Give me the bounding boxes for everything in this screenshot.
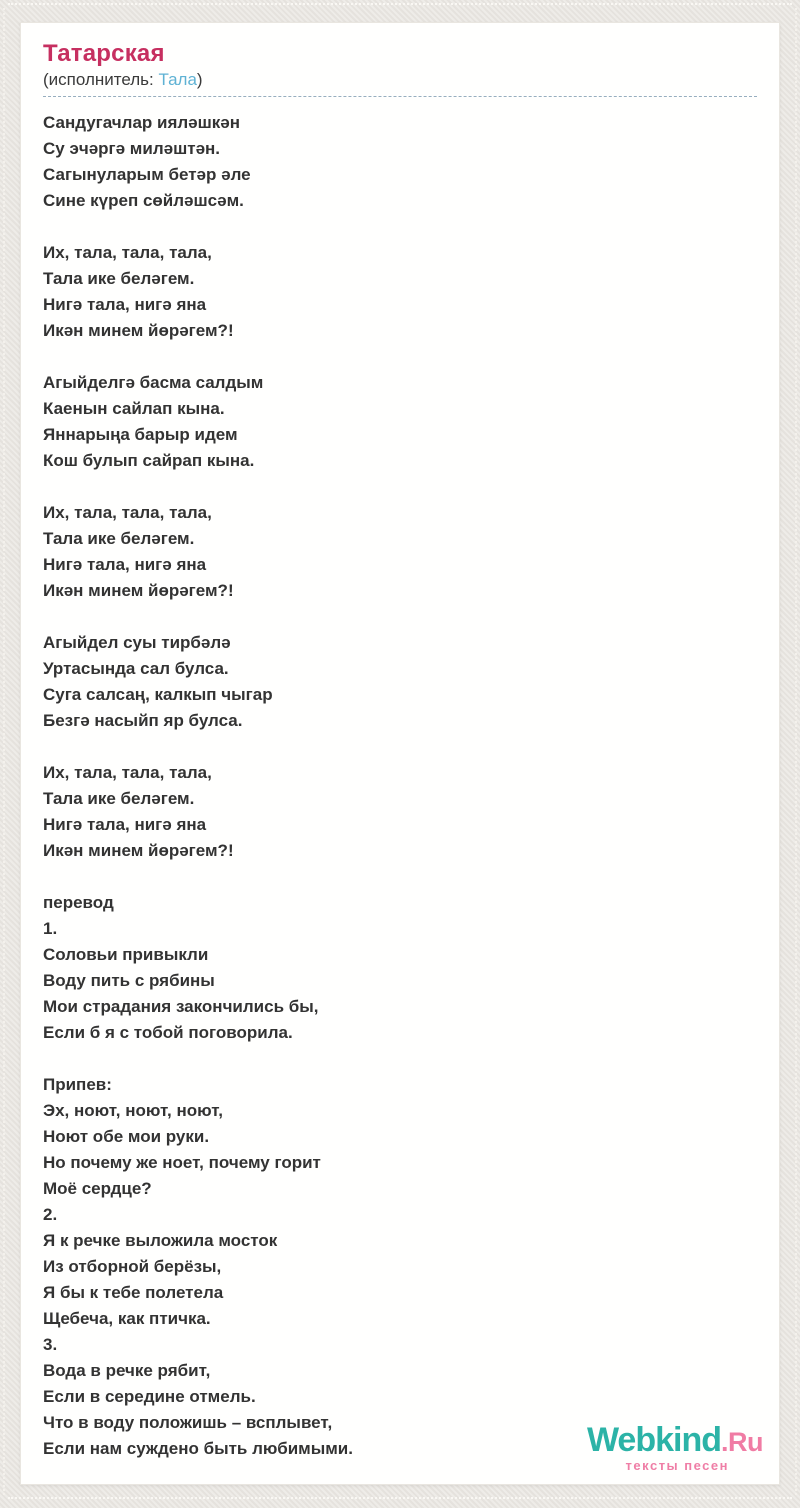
lyric-line: Вода в речке рябит, bbox=[43, 1361, 211, 1380]
lyric-line: Икән минем йөрәгем?! bbox=[43, 841, 234, 860]
lyric-line: Соловьи привыкли bbox=[43, 945, 209, 964]
stanza bbox=[43, 370, 757, 474]
lyric-line: Суга салсаң, калкып чыгар bbox=[43, 685, 273, 704]
lyric-line: Сине күреп сөйләшсәм. bbox=[43, 191, 244, 210]
lyric-line: Безгә насыйп яр булса. bbox=[43, 711, 243, 730]
stanza bbox=[43, 1072, 757, 1462]
lyric-line: перевод bbox=[43, 893, 114, 912]
logo-wordmark bbox=[587, 1423, 763, 1457]
lyric-line: Икән минем йөрәгем?! bbox=[43, 321, 234, 340]
lyric-line: Я к речке выложила мосток bbox=[43, 1231, 278, 1250]
lyric-line: Ноют обе мои руки. bbox=[43, 1127, 210, 1146]
lyric-line: Если нам суждено быть любимыми. bbox=[43, 1439, 353, 1458]
lyric-line: 3. bbox=[43, 1335, 58, 1354]
stitched-border-bottom bbox=[8, 1497, 792, 1499]
lyric-line: Икән минем йөрәгем?! bbox=[43, 581, 234, 600]
lyric-line: Су эчәргә миләштән. bbox=[43, 139, 221, 158]
lyric-line: Из отборной берёзы, bbox=[43, 1257, 222, 1276]
lyric-line: Нигә тала, нигә яна bbox=[43, 815, 207, 834]
lyric-line: 2. bbox=[43, 1205, 58, 1224]
lyric-line: Агыйдел суы тирбәлә bbox=[43, 633, 231, 652]
lyric-line: Мои страдания закончились бы, bbox=[43, 997, 319, 1016]
stitched-border-top bbox=[8, 3, 792, 5]
lyric-line: Если б я с тобой поговорила. bbox=[43, 1023, 293, 1042]
lyric-line: Их, тала, тала, тала, bbox=[43, 243, 212, 262]
lyric-line: Тала ике беләгем. bbox=[43, 269, 195, 288]
stanza bbox=[43, 890, 757, 1046]
logo-text-ru: .Ru bbox=[721, 1427, 763, 1457]
stanza bbox=[43, 240, 757, 344]
lyric-line: Сагынуларым бетәр әле bbox=[43, 165, 251, 184]
song-title: Татарская bbox=[43, 40, 165, 67]
lyric-line: Их, тала, тала, тала, bbox=[43, 503, 212, 522]
lyric-line: Эх, ноют, ноют, ноют, bbox=[43, 1101, 223, 1120]
lyric-line: Кош булып сайрап кына. bbox=[43, 451, 255, 470]
lyric-line: Тала ике беләгем. bbox=[43, 789, 195, 808]
stanza bbox=[43, 630, 757, 734]
lyric-line: Воду пить с рябины bbox=[43, 971, 215, 990]
content-card bbox=[20, 22, 780, 1485]
stitched-border-right bbox=[795, 8, 797, 1495]
lyric-line: Их, тала, тала, тала, bbox=[43, 763, 212, 782]
lyric-line: Нигә тала, нигә яна bbox=[43, 555, 207, 574]
lyric-line: Яннарыңа барыр идем bbox=[43, 425, 238, 444]
lyric-line: Нигә тала, нигә яна bbox=[43, 295, 207, 314]
lyric-line: Но почему же ноет, почему горит bbox=[43, 1153, 321, 1172]
lyric-line: Припев: bbox=[43, 1075, 112, 1094]
artist-line bbox=[43, 69, 757, 97]
lyric-line: Моё сердце? bbox=[43, 1179, 152, 1198]
stanza bbox=[43, 110, 757, 214]
logo-text-webkind: Webkind bbox=[586, 1421, 721, 1459]
stanza bbox=[43, 760, 757, 864]
lyric-line: Уртасында сал булса. bbox=[43, 659, 229, 678]
lyric-line: Если в середине отмель. bbox=[43, 1387, 256, 1406]
lyric-line: Щебеча, как птичка. bbox=[43, 1309, 211, 1328]
lyric-line: Я бы к тебе полетела bbox=[43, 1283, 224, 1302]
stanza bbox=[43, 500, 757, 604]
webkind-logo[interactable] bbox=[587, 1423, 763, 1472]
artist-label-suffix: ) bbox=[196, 70, 203, 89]
lyric-line: Агыйделгә басма салдым bbox=[43, 373, 264, 392]
lyric-line: Что в воду положишь – всплывет, bbox=[43, 1413, 333, 1432]
lyric-line: Сандугачлар ияләшкән bbox=[43, 113, 241, 132]
lyric-line: 1. bbox=[43, 919, 58, 938]
lyric-line: Каенын сайлап кына. bbox=[43, 399, 225, 418]
lyrics bbox=[43, 110, 757, 1462]
artist-link[interactable]: Тала bbox=[158, 70, 197, 89]
logo-tagline: тексты песен bbox=[625, 1458, 729, 1473]
lyric-line: Тала ике беләгем. bbox=[43, 529, 195, 548]
stitched-border-left bbox=[3, 8, 5, 1495]
artist-label-prefix: (исполнитель: bbox=[43, 70, 159, 89]
